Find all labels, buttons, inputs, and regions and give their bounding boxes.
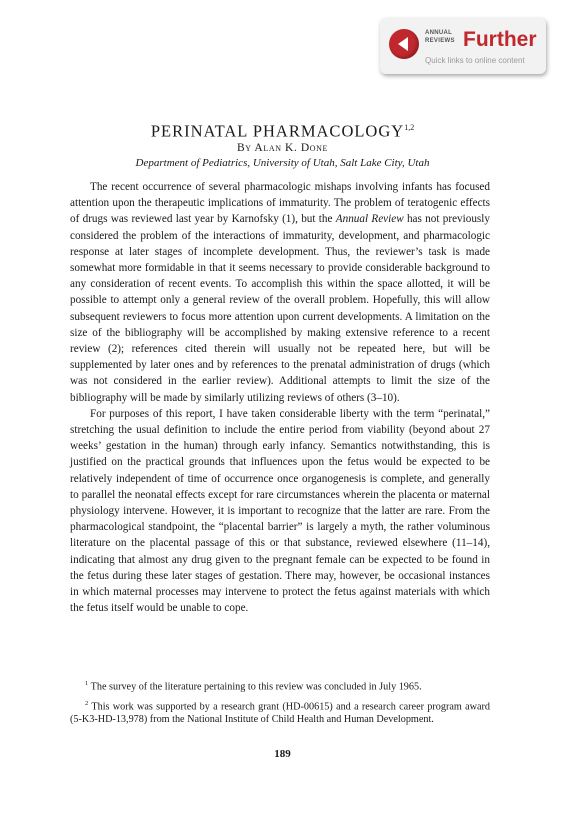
back-arrow-icon — [389, 29, 419, 59]
page-number: 189 — [274, 748, 291, 760]
article-body — [70, 179, 490, 616]
badge-reviews-label: REVIEWS — [425, 38, 455, 44]
badge-annual-label: ANNUAL — [425, 30, 453, 36]
author-affiliation: Department of Pediatrics, University of Utah, Salt Lake City, Utah — [135, 157, 430, 169]
title-footnote-marks: 1,2 — [404, 123, 415, 132]
badge-further-label: Further — [463, 28, 537, 51]
article-title — [0, 118, 565, 142]
footnotes — [70, 677, 490, 729]
footnote-1: $^1$ The survey of the literature pertaining to this review was concluded in July 1965. — [85, 680, 422, 693]
body-paragraph-2: For purposes of this report, I have taken considerable liberty with the term “perinatal,” stretching the usual definition to include the entire period from viability (beyond about 27 weeks’ gestation in the human) through early infancy. Semantics notwithstanding, this is justified on the practical grounds that influences upon the fetus would be expected to be relatively independent of time of occurrence once organogenesis is complete, and generally to parallel the neonatal effects except for rare circumstances wherein the placenta or maternal physiology intervene. However, it is important to recognize that the latter are rare. From the pharmacological standpoint, the “placental barrier” is largely a myth, the rather voluminous literature on the placental passage of this or that substance, reviewed elsewhere (11–14), indicating that almost any drug given to the pregnant female can be expected to be found in the fetus during these later stages of gestation. There may, however, be occasional instances in which maternal processes may intervene to protect the fetus against materials with which the fetus itself would be unable to cope. — [70, 407, 490, 615]
article-title-text: PERINATAL PHARMACOLOGY — [150, 121, 405, 141]
body-paragraph-1: The recent occurrence of several pharmacologic mishaps involving infants has focused attention upon the therapeutic implications of immaturity. The problem of teratogenic effects of drugs was reviewed last year by Karnofsky (1), but the Annual Review has not previously considered the problem of the interactions of immaturity, development, and pharmacologic response at later stages of incomplete development. Thus, the reviewer’s task is made somewhat more formidable in that it seems necessary to provide considerable background to any consideration of recent events. To accomplish this within the space allotted, it will be possible to attempt only a general review of the overall problem. Hopefully, this will allow subsequent reviewers to focus more attention upon current developments. A limitation on the size of the bibliography will be accomplished by making extensive reference to a recent review (2); references cited therein will usually not be repeated here, but will be supplemented by later ones and by references to the prenatal administration of drugs (which was not considered in the earlier review). Additional attempts to limit the size of the bibliography will be made by similarly utilizing reviews of others (3–10). — [70, 181, 490, 404]
journal-name: Annual Review — [335, 213, 404, 226]
annual-reviews-further-badge[interactable] — [380, 18, 546, 74]
footnote-2: $^2$ This work was supported by a research grant (HD-00615) and a research career program award (5-K3-HD-13,978) from the National Institute of Child Health and Human Development. — [70, 699, 490, 726]
badge-tagline: Quick links to online content — [425, 56, 525, 65]
article-author: By Alan K. Done — [236, 142, 329, 154]
